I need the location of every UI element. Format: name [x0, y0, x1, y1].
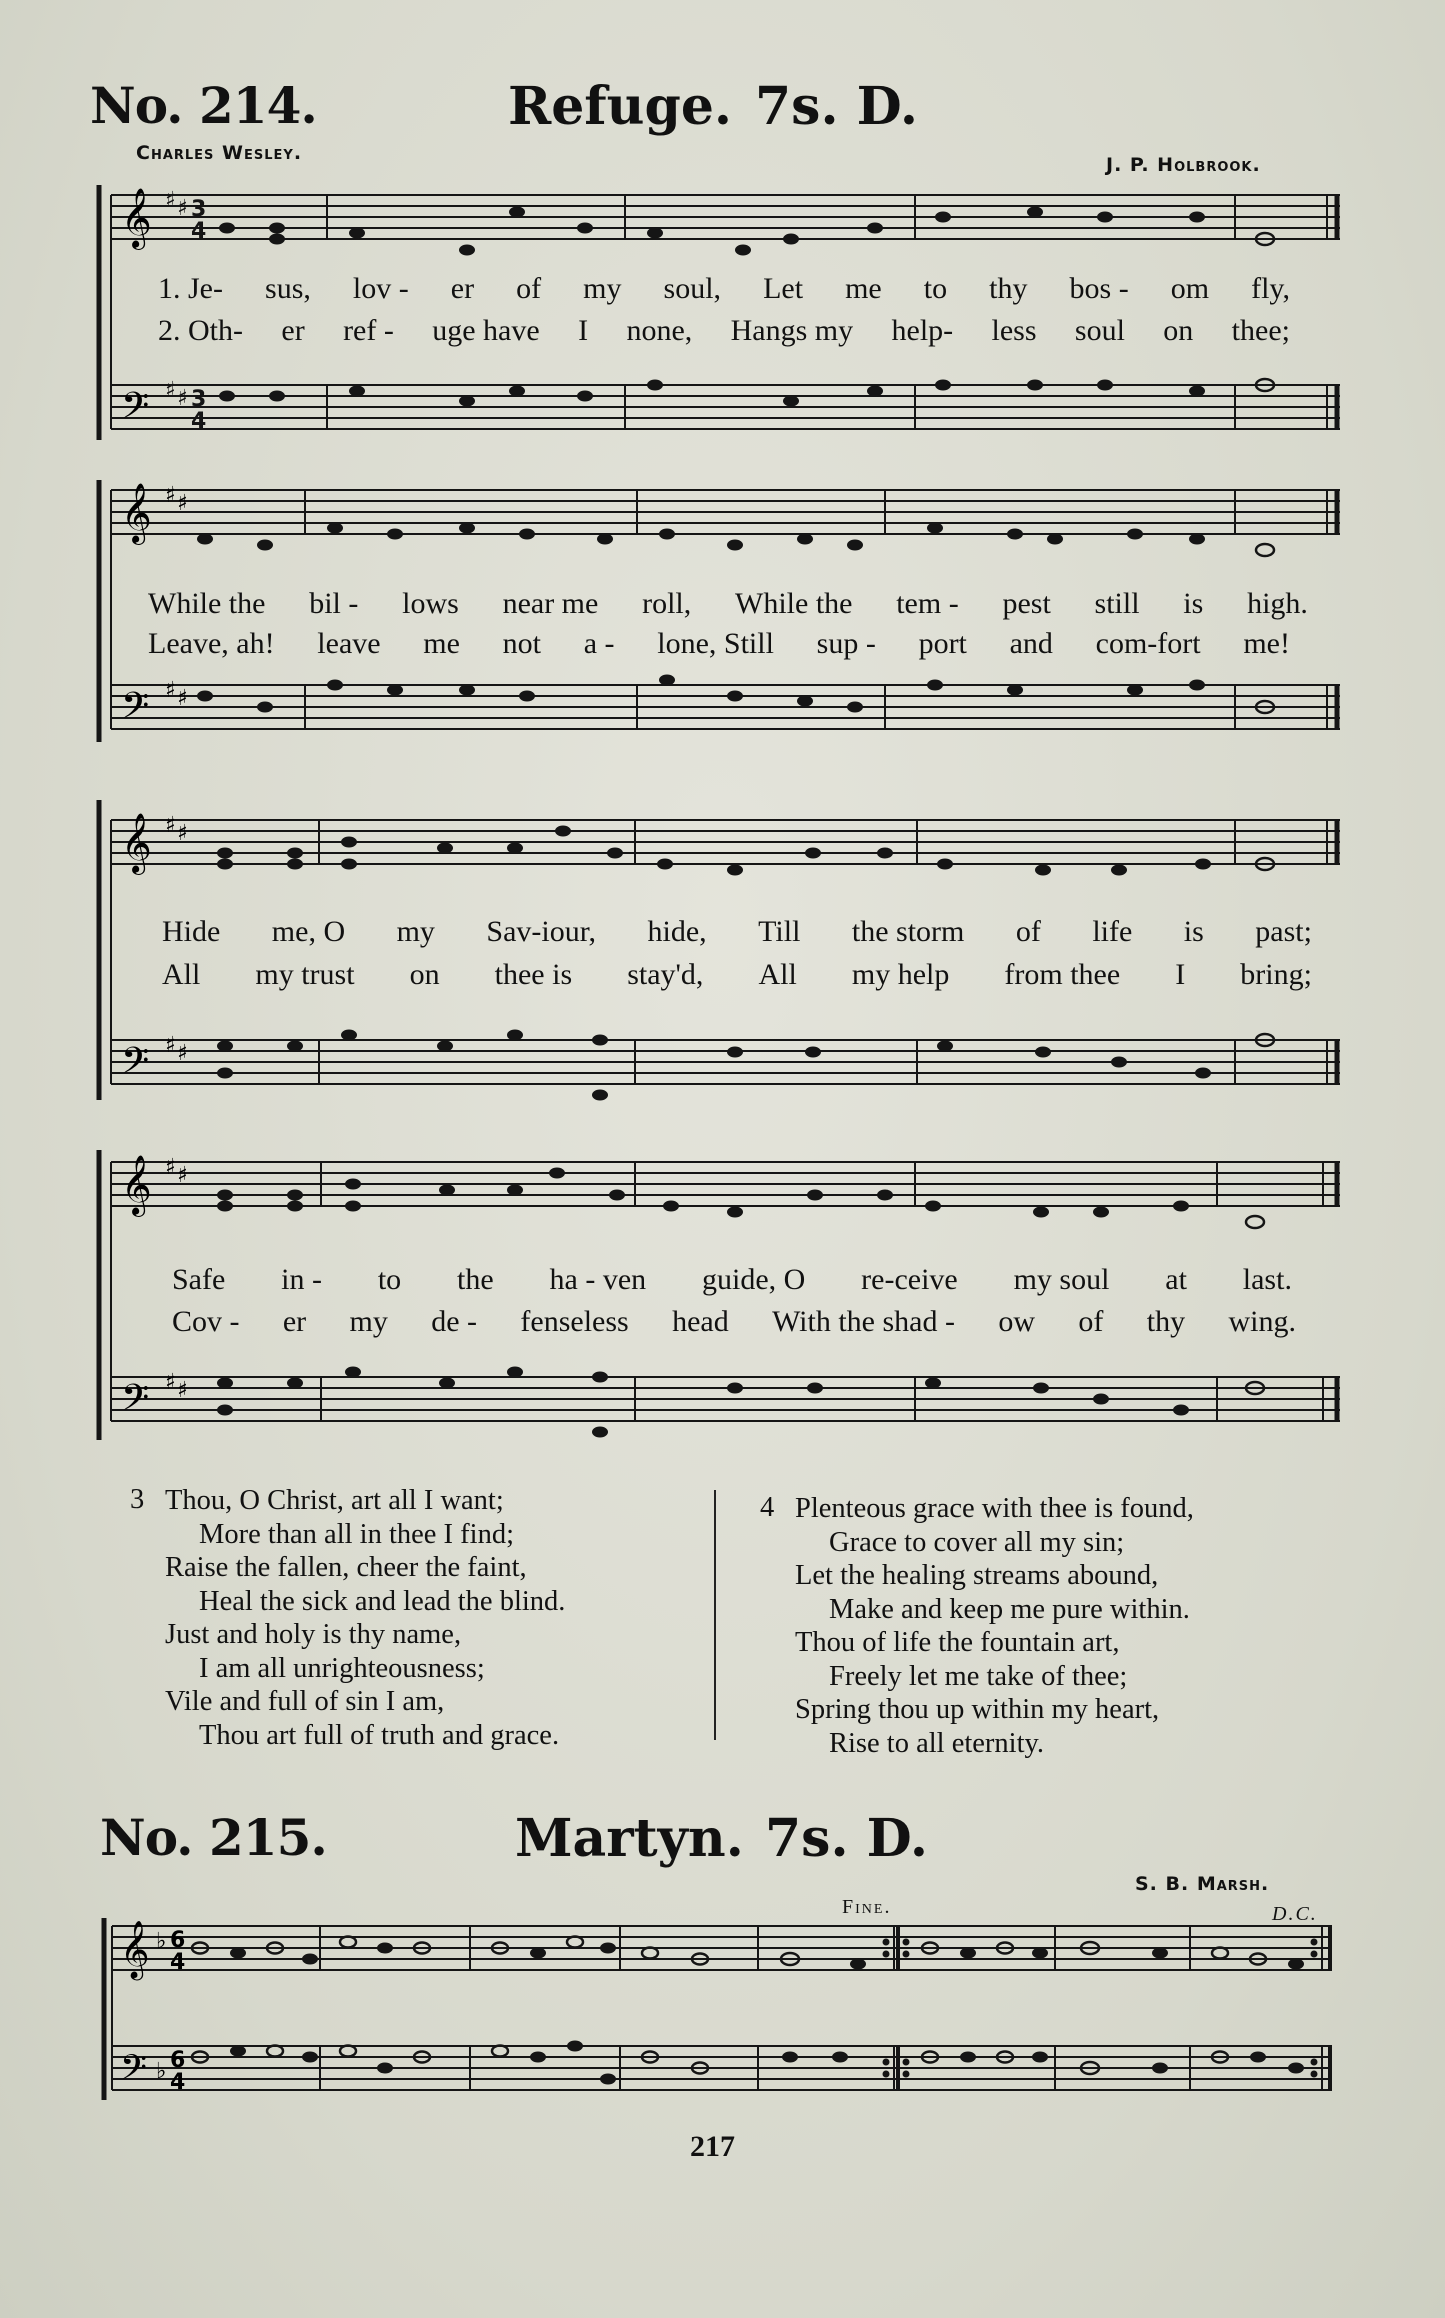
svg-text:♭: ♭: [156, 2059, 167, 2084]
lyric-syllable: my help: [851, 958, 950, 991]
lyric-syllable: less: [991, 314, 1037, 347]
svg-text:𝄢: 𝄢: [121, 1040, 150, 1091]
lyric-syllable: bil -: [309, 587, 359, 620]
lyric-syllable: ow: [998, 1305, 1036, 1338]
lyric-syllable: com-fort: [1095, 627, 1201, 660]
lyric-syllable: my: [396, 915, 435, 948]
lyric-syllable: er: [282, 1305, 307, 1338]
hymn-title: Martyn.: [515, 1808, 744, 1869]
lyric-syllable: 2. Oth-: [158, 314, 243, 347]
svg-text:3: 3: [191, 387, 207, 412]
lyric-syllable: to: [923, 272, 948, 305]
lyric-syllable: past;: [1255, 915, 1312, 948]
composer-credit: J. P. Holbrook.: [1106, 154, 1261, 176]
verse-divider: [714, 1490, 716, 1740]
composer-credit: S. B. Marsh.: [1135, 1873, 1270, 1895]
lyric-syllable: Leave, ah!: [148, 627, 275, 660]
verse-line: Thou art full of truth and grace.: [199, 1719, 560, 1751]
lyric-syllable: head: [672, 1305, 729, 1338]
lyric-syllable: soul,: [663, 272, 722, 305]
svg-text:6: 6: [170, 2048, 186, 2073]
svg-text:♭: ♭: [156, 1929, 167, 1954]
lyric-syllable: me, O: [271, 915, 346, 948]
verse-line: Rise to all eternity.: [829, 1727, 1045, 1759]
lyric-syllable: the: [457, 1263, 494, 1296]
verse-line: I am all unrighteousness;: [199, 1652, 485, 1684]
hymn-number: No. 215.: [100, 1808, 327, 1867]
svg-text:𝄞: 𝄞: [121, 1155, 152, 1215]
lyric-syllable: my: [349, 1305, 388, 1338]
svg-text:𝄢: 𝄢: [121, 1377, 150, 1428]
lyric-syllable: sus,: [265, 272, 311, 305]
lyric-syllable: high.: [1247, 587, 1308, 620]
lyric-syllable: pest: [1002, 587, 1051, 620]
lyric-syllable: help-: [891, 314, 954, 347]
lyric-line-1: [172, 1263, 1292, 1297]
svg-text:4: 4: [191, 219, 207, 244]
lyric-syllable: me: [423, 627, 460, 660]
svg-text:𝄢: 𝄢: [121, 385, 150, 436]
svg-text:𝄞: 𝄞: [121, 813, 152, 873]
lyric-syllable: from thee: [1004, 958, 1121, 991]
page-number: 217: [690, 2130, 735, 2163]
svg-text:♯: ♯: [165, 813, 176, 838]
verse-line: Just and holy is thy name,: [165, 1619, 462, 1650]
svg-text:4: 4: [170, 1950, 186, 1975]
svg-text:𝄞: 𝄞: [120, 1920, 150, 1978]
hymn-meter: 7s. D.: [755, 76, 919, 137]
svg-text:♯: ♯: [165, 188, 176, 213]
verse-line: Freely let me take of thee;: [829, 1660, 1128, 1692]
lyric-syllable: life: [1092, 915, 1133, 948]
svg-text:♯: ♯: [177, 386, 188, 411]
lyric-syllable: and: [1009, 627, 1053, 660]
svg-text:♯: ♯: [177, 1041, 188, 1066]
svg-text:𝄞: 𝄞: [121, 483, 152, 543]
lyric-syllable: my: [583, 272, 622, 305]
lyric-line-2: [172, 1305, 1296, 1339]
lyric-syllable: de -: [431, 1305, 478, 1338]
lyric-syllable: sup -: [816, 627, 876, 660]
lyric-syllable: thy: [989, 272, 1028, 305]
svg-text:♯: ♯: [165, 1370, 176, 1395]
lyric-syllable: Let: [763, 272, 804, 305]
lyric-line-1: [162, 915, 1312, 949]
lyric-syllable: roll,: [642, 587, 692, 620]
lyric-line-1: [158, 272, 1290, 306]
lyric-syllable: While the: [148, 587, 266, 620]
lyric-syllable: bring;: [1240, 958, 1312, 991]
hymn-meter: 7s. D.: [765, 1808, 929, 1869]
lyric-syllable: leave: [317, 627, 381, 660]
verse-line: Thou of life the fountain art,: [795, 1627, 1120, 1658]
lyric-syllable: on: [409, 958, 440, 991]
lyric-syllable: lov -: [352, 272, 409, 305]
lyric-syllable: re-ceive: [861, 1263, 958, 1296]
verse-4: [795, 1492, 1194, 1760]
lyric-syllable: All: [758, 958, 797, 991]
verse-3: [165, 1484, 565, 1752]
lyric-syllable: wing.: [1228, 1305, 1296, 1338]
lyric-syllable: fly,: [1251, 272, 1290, 305]
verse-line: Spring thou up within my heart,: [795, 1694, 1160, 1725]
svg-text:𝄞: 𝄞: [121, 188, 152, 248]
lyric-syllable: on: [1163, 314, 1194, 347]
svg-text:♯: ♯: [177, 821, 188, 846]
verse-line: Grace to cover all my sin;: [829, 1526, 1125, 1558]
lyric-syllable: stay'd,: [627, 958, 704, 991]
verse-line: Plenteous grace with thee is found,: [795, 1493, 1194, 1524]
verse-line: Let the healing streams abound,: [795, 1560, 1159, 1591]
lyric-syllable: tem -: [896, 587, 959, 620]
lyric-syllable: none,: [626, 314, 693, 347]
lyric-syllable: Cov -: [172, 1305, 240, 1338]
lyric-syllable: near me: [502, 587, 599, 620]
verse-line: More than all in thee I find;: [199, 1518, 514, 1550]
verse-line: Raise the fallen, cheer the faint,: [165, 1552, 527, 1583]
svg-text:6: 6: [170, 1928, 186, 1953]
svg-text:♯: ♯: [177, 686, 188, 711]
music-staff: [100, 1918, 1340, 2118]
lyric-line-2: [148, 627, 1290, 661]
svg-text:♯: ♯: [177, 491, 188, 516]
svg-text:3: 3: [191, 197, 207, 222]
svg-text:♯: ♯: [165, 483, 176, 508]
lyric-syllable: All: [162, 958, 201, 991]
lyric-syllable: is: [1183, 915, 1204, 948]
dc-marking: D.C.: [1272, 1903, 1318, 1925]
verse-line: Make and keep me pure within.: [829, 1593, 1190, 1625]
lyric-syllable: uge have: [432, 314, 540, 347]
lyric-syllable: of: [1015, 915, 1041, 948]
lyric-syllable: is: [1183, 587, 1204, 620]
lyric-line-2: [162, 958, 1312, 992]
svg-text:♯: ♯: [165, 1033, 176, 1058]
lyric-line-2: [158, 314, 1290, 348]
lyric-syllable: in -: [281, 1263, 322, 1296]
lyric-syllable: lows: [402, 587, 459, 620]
svg-text:♯: ♯: [177, 196, 188, 221]
lyric-line-1: [148, 587, 1308, 621]
lyric-syllable: last.: [1242, 1263, 1292, 1296]
svg-text:𝄢: 𝄢: [121, 685, 150, 736]
lyric-syllable: the storm: [851, 915, 965, 948]
verse-line: Heal the sick and lead the blind.: [199, 1585, 566, 1617]
lyric-syllable: to: [377, 1263, 402, 1296]
lyric-syllable: om: [1170, 272, 1210, 305]
lyric-syllable: ha - ven: [549, 1263, 647, 1296]
lyric-syllable: my soul: [1013, 1263, 1110, 1296]
svg-text:4: 4: [170, 2070, 186, 2095]
lyric-syllable: still: [1094, 587, 1140, 620]
lyric-syllable: soul: [1074, 314, 1125, 347]
svg-text:♯: ♯: [177, 1163, 188, 1188]
lyric-syllable: bos -: [1069, 272, 1129, 305]
lyric-syllable: I: [578, 314, 589, 347]
lyric-syllable: me: [845, 272, 882, 305]
lyric-syllable: I: [1175, 958, 1186, 991]
svg-text:♯: ♯: [165, 678, 176, 703]
svg-text:♯: ♯: [165, 378, 176, 403]
lyric-syllable: a -: [583, 627, 615, 660]
lyric-syllable: me!: [1243, 627, 1290, 660]
svg-text:4: 4: [191, 409, 207, 434]
lyric-syllable: 1. Je-: [158, 272, 223, 305]
lyric-syllable: Safe: [172, 1263, 226, 1296]
hymn-title: Refuge.: [508, 76, 733, 137]
lyric-syllable: With the shad -: [772, 1305, 955, 1338]
lyric-syllable: Till: [758, 915, 801, 948]
lyric-syllable: hide,: [647, 915, 707, 948]
verse-number: 4: [760, 1492, 775, 1523]
author-credit: Charles Wesley.: [136, 142, 303, 164]
lyric-syllable: guide, O: [701, 1263, 806, 1296]
verse-number: 3: [130, 1484, 145, 1515]
svg-text:♯: ♯: [177, 1378, 188, 1403]
svg-text:𝄢: 𝄢: [120, 2047, 148, 2096]
lyric-syllable: Sav-iour,: [486, 915, 597, 948]
lyric-syllable: ref -: [343, 314, 394, 347]
lyric-syllable: er: [450, 272, 475, 305]
lyric-syllable: my trust: [255, 958, 355, 991]
lyric-syllable: at: [1165, 1263, 1187, 1296]
verse-line: Thou, O Christ, art all I want;: [165, 1485, 504, 1516]
hymn-number: No. 214.: [90, 76, 317, 135]
lyric-syllable: of: [516, 272, 542, 305]
lyric-syllable: Hangs my: [730, 314, 854, 347]
lyric-syllable: While the: [735, 587, 853, 620]
svg-text:♯: ♯: [165, 1155, 176, 1180]
lyric-syllable: fenseless: [520, 1305, 629, 1338]
lyric-syllable: port: [918, 627, 967, 660]
lyric-syllable: thee;: [1231, 314, 1290, 347]
fine-marking: Fine.: [842, 1896, 892, 1918]
lyric-syllable: of: [1078, 1305, 1104, 1338]
lyric-syllable: not: [502, 627, 542, 660]
lyric-syllable: thee is: [494, 958, 573, 991]
verse-line: Vile and full of sin I am,: [165, 1686, 445, 1717]
lyric-syllable: er: [281, 314, 305, 347]
lyric-syllable: thy: [1146, 1305, 1186, 1338]
lyric-syllable: lone, Still: [657, 627, 774, 660]
lyric-syllable: Hide: [162, 915, 221, 948]
